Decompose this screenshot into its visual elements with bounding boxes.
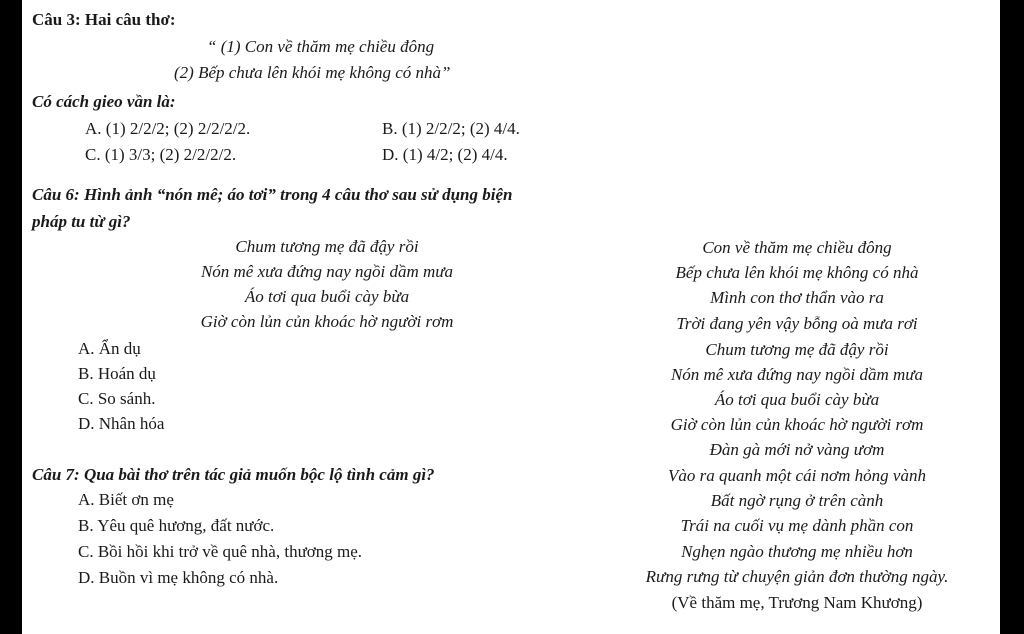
q7-heading: Câu 7: Qua bài thơ trên tác giả muốn bộc lộ tình cảm gì? <box>32 465 435 484</box>
q6-option-d: D. Nhân hóa <box>78 414 165 433</box>
q6-heading-line-1: Câu 6: Hình ảnh “nón mê; áo tơi” trong 4 câu thơ sau sử dụng biện <box>32 185 513 204</box>
q6-verse-line: Nón mê xưa đứng nay ngồi dầm mưa <box>200 262 454 281</box>
poem-line: Áo tơi qua buổi cày bừa <box>714 390 880 409</box>
poem-line: Bếp chưa lên khói mẹ không có nhà <box>675 263 919 282</box>
q6-option-b: B. Hoán dụ <box>78 364 156 383</box>
q6-verse-line: Áo tơi qua buổi cày bừa <box>244 287 410 306</box>
q3-option-a: A. (1) 2/2/2; (2) 2/2/2/2. <box>85 119 251 138</box>
poem-line: Trời đang yên vậy bỗng oà mưa rơi <box>676 314 918 333</box>
poem-line: Rưng rưng từ chuyện giản đơn thường ngày. <box>645 567 949 586</box>
q7-option-b: B. Yêu quê hương, đất nước. <box>78 516 275 535</box>
q6-verse-line: Chum tương mẹ đã đậy rồi <box>235 237 419 256</box>
q3-heading: Câu 3: Hai câu thơ: <box>32 10 176 29</box>
q3-option-c: C. (1) 3/3; (2) 2/2/2/2. <box>85 145 237 164</box>
poem-line: Đàn gà mới nở vàng ươm <box>709 440 885 459</box>
q6-option-a: A. Ẩn dụ <box>78 339 141 358</box>
document-page <box>22 0 1000 634</box>
q3-option-d: D. (1) 4/2; (2) 4/4. <box>382 145 508 164</box>
poem-line: Vào ra quanh một cái nơm hỏng vành <box>668 466 926 485</box>
q6-heading-line-2: pháp tu từ gì? <box>32 212 131 231</box>
poem-line: Nghẹn ngào thương mẹ nhiều hơn <box>681 542 913 561</box>
q7-option-c: C. Bồi hồi khi trở về quê nhà, thương mẹ. <box>78 542 363 561</box>
poem-source: (Về thăm mẹ, Trương Nam Khương) <box>671 593 923 612</box>
q3-prompt: Có cách gieo vần là: <box>32 92 176 111</box>
q3-option-b: B. (1) 2/2/2; (2) 4/4. <box>382 119 520 138</box>
q7-option-d: D. Buồn vì mẹ không có nhà. <box>78 568 279 587</box>
poem-line: Giờ còn lủn củn khoác hờ người rơm <box>670 415 924 434</box>
poem-line: Bất ngờ rụng ở trên cành <box>710 491 884 510</box>
poem-line: Chum tương mẹ đã đậy rồi <box>705 340 889 359</box>
poem-line: Mình con thơ thẩn vào ra <box>710 288 884 307</box>
poem-line: Nón mê xưa đứng nay ngồi dầm mưa <box>670 365 924 384</box>
q3-verse-line-1: “ (1) Con về thăm mẹ chiều đông <box>207 37 435 56</box>
poem-line: Con về thăm mẹ chiều đông <box>702 238 892 257</box>
q7-option-a: A. Biết ơn mẹ <box>78 490 174 509</box>
q3-verse-line-2: (2) Bếp chưa lên khói mẹ không có nhà” <box>174 63 451 82</box>
q6-option-c: C. So sánh. <box>78 389 156 408</box>
poem-line: Trái na cuối vụ mẹ dành phần con <box>680 516 914 535</box>
q6-verse-line: Giờ còn lủn củn khoác hờ người rơm <box>200 312 454 331</box>
